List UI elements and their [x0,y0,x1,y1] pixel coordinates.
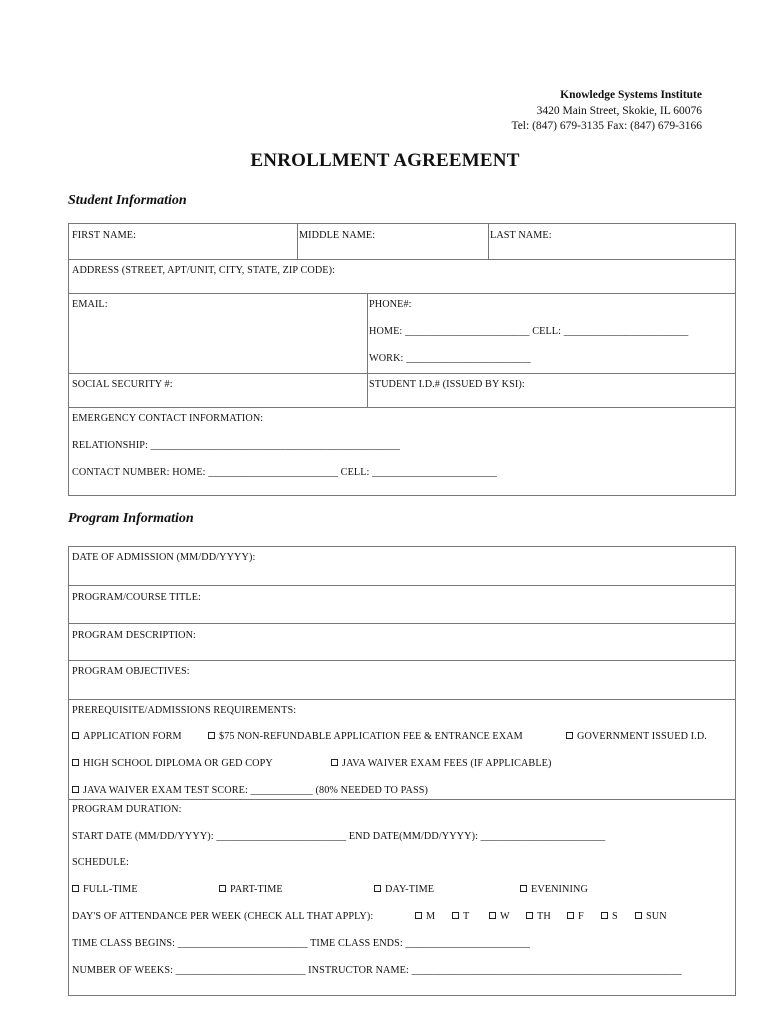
institute-address: 3420 Main Street, Skokie, IL 60076 [536,104,702,117]
emergency-label: EMERGENCY CONTACT INFORMATION: [72,413,264,424]
start-end-dates-line[interactable]: START DATE (MM/DD/YYYY): _________________________ END DATE(MM/DD/YYYY): ________________________ [72,831,606,842]
checkbox[interactable] [219,885,226,892]
day-saturday-text: S [612,911,618,922]
opt-full-time-text: FULL-TIME [83,884,138,895]
opt-part-time-text: PART-TIME [230,884,283,895]
opt-java-score[interactable] [72,785,428,796]
first-name-label: FIRST NAME: [72,230,137,241]
last-name-field[interactable] [488,224,735,259]
opt-java-fees[interactable] [331,758,551,769]
institute-header [511,88,702,135]
class-times-line[interactable]: TIME CLASS BEGINS: _________________________ TIME CLASS ENDS: ________________________ [72,938,531,949]
ssn-label: SOCIAL SECURITY #: [72,379,173,390]
checkbox[interactable] [331,759,338,766]
work-phone-line[interactable]: WORK: ________________________ [369,353,531,364]
objectives-field[interactable] [69,661,735,700]
prereq-label: PREREQUISITE/ADMISSIONS REQUIREMENTS: [72,705,297,716]
weeks-instructor-line[interactable]: NUMBER OF WEEKS: _________________________ INSTRUCTOR NAME: ____________________________________________________ [72,965,682,976]
day-friday-text: F [578,911,584,922]
day-monday[interactable] [415,911,435,922]
student-id-field[interactable] [367,374,735,407]
student-info-table [68,223,736,496]
opt-diploma[interactable] [72,758,273,769]
opt-java-fees-text: JAVA WAIVER EXAM FEES (IF APPLICABLE) [342,758,552,769]
phone-label: PHONE#: [369,299,412,310]
checkbox[interactable] [415,912,422,919]
day-sunday-text: SUN [646,911,667,922]
institute-name: Knowledge Systems Institute [560,89,702,101]
page-title: ENROLLMENT AGREEMENT [250,150,520,171]
day-tuesday-text: T [463,911,470,922]
day-wednesday[interactable] [489,911,510,922]
day-saturday[interactable] [601,911,618,922]
program-section-heading: Program Information [68,511,194,526]
opt-app-fee-text: $75 NON-REFUNDABLE APPLICATION FEE & ENTRANCE EXAM [219,731,523,742]
checkbox[interactable] [635,912,642,919]
ssn-field[interactable] [69,374,367,407]
checkbox[interactable] [520,885,527,892]
institute-contact: Tel: (847) 679-3135 Fax: (847) 679-3166 [511,120,702,132]
admission-date-label: DATE OF ADMISSION (MM/DD/YYYY): [72,552,256,563]
description-field[interactable] [69,624,735,661]
email-label: EMAIL: [72,299,108,310]
course-title-label: PROGRAM/COURSE TITLE: [72,592,201,603]
day-friday[interactable] [567,911,584,922]
checkbox[interactable] [567,912,574,919]
contact-number-line[interactable]: CONTACT NUMBER: HOME: _________________________ CELL: ________________________ [72,467,497,478]
first-name-field[interactable] [69,224,297,259]
address-field[interactable] [69,260,735,294]
day-sunday[interactable] [635,911,667,922]
checkbox[interactable] [452,912,459,919]
id-row [69,374,735,408]
phone-field[interactable] [367,294,735,373]
middle-name-label: MIDDLE NAME: [299,230,376,241]
duration-label: PROGRAM DURATION: [72,804,182,815]
home-cell-phone-line[interactable]: HOME: ________________________ CELL: ________________________ [369,326,689,337]
opt-part-time[interactable] [219,884,283,895]
checkbox[interactable] [72,786,79,793]
student-id-label: STUDENT I.D.# (ISSUED BY KSI): [369,379,525,390]
checkbox[interactable] [566,732,573,739]
opt-app-fee[interactable] [208,731,523,742]
checkbox[interactable] [208,732,215,739]
day-tuesday[interactable] [452,911,469,922]
opt-java-score-text: JAVA WAIVER EXAM TEST SCORE: ____________ (80% NEEDED TO PASS) [83,785,428,796]
contact-row [69,294,735,374]
day-thursday[interactable] [526,911,551,922]
last-name-label: LAST NAME: [490,230,552,241]
day-thursday-text: TH [537,911,551,922]
checkbox[interactable] [489,912,496,919]
email-field[interactable] [69,294,367,373]
checkbox[interactable] [526,912,533,919]
schedule-label: SCHEDULE: [72,857,129,868]
objectives-label: PROGRAM OBJECTIVES: [72,666,190,677]
day-monday-text: M [426,911,436,922]
course-title-field[interactable] [69,586,735,624]
opt-diploma-text: HIGH SCHOOL DIPLOMA OR GED COPY [83,758,273,769]
opt-app-form[interactable] [72,731,182,742]
duration-field [69,800,735,996]
opt-gov-id[interactable] [566,731,707,742]
attendance-days-label: DAY'S OF ATTENDANCE PER WEEK (CHECK ALL THAT APPLY): [72,911,374,922]
student-section-heading: Student Information [68,193,187,208]
opt-gov-id-text: GOVERNMENT ISSUED I.D. [577,731,707,742]
name-row [69,224,735,260]
description-label: PROGRAM DESCRIPTION: [72,630,196,641]
prerequisites-field [69,700,735,800]
address-label: ADDRESS (STREET, APT/UNIT, CITY, STATE, ZIP CODE): [72,265,336,276]
admission-date-field[interactable] [69,547,735,586]
opt-app-form-text: APPLICATION FORM [83,731,182,742]
checkbox[interactable] [72,759,79,766]
opt-evening-text: EVENINING [531,884,588,895]
relationship-line[interactable]: RELATIONSHIP: ________________________________________________ [72,440,400,451]
checkbox[interactable] [72,732,79,739]
program-info-table [68,546,736,996]
checkbox[interactable] [72,885,79,892]
checkbox[interactable] [601,912,608,919]
opt-evening[interactable] [520,884,588,895]
opt-day-time[interactable] [374,884,434,895]
checkbox[interactable] [374,885,381,892]
emergency-contact-field[interactable] [69,408,735,495]
opt-day-time-text: DAY-TIME [385,884,435,895]
day-wednesday-text: W [500,911,510,922]
opt-full-time[interactable] [72,884,138,895]
middle-name-field[interactable] [297,224,488,259]
